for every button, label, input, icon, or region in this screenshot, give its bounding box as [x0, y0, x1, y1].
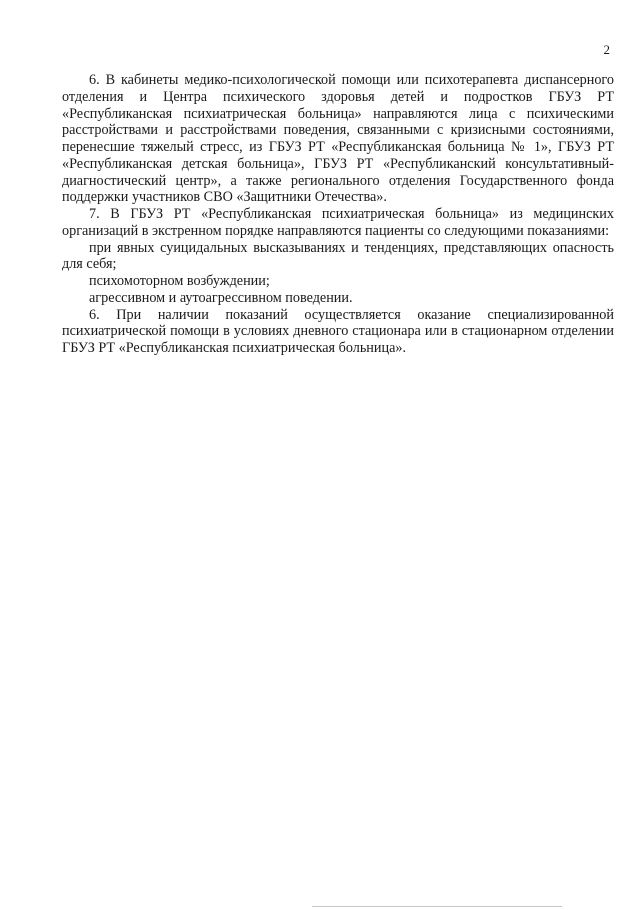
indication-suicidal: при явных суицидальных высказываниях и тенденциях, представляющих опасность для себя; — [62, 239, 614, 273]
indication-psychomotor: психомоторном возбуждении; — [89, 273, 270, 289]
document-body — [62, 72, 614, 357]
paragraph-item-7-emergency: 7. В ГБУЗ РТ «Республиканская психиатрическая больница» из медицинских организаций в экстренном порядке направляются пациенты со следующими показаниями: — [62, 206, 614, 239]
scan-artifact-line — [312, 906, 562, 907]
paragraph-item-6-specialized-care: 6. При наличии показаний осуществляется оказание специализированной психиатрической помощи в условиях дневного стационара или в стационарном отделении ГБУЗ РТ «Республиканская психиатрическая больница». — [62, 306, 614, 356]
paragraph-item-6-referral: 6. В кабинеты медико-психологической помощи или психотерапевта диспансерного отделения и Центра психического здоровья детей и подростков ГБУЗ РТ «Республиканская психиатрическая больница» направляются лица с психическими расстройствами и расстройствами поведения, связанными с кризисными состояниями, перенесшие тяжелый стресс, из ГБУЗ РТ «Республиканская больница № 1», ГБУЗ РТ «Республиканская детская больница», ГБУЗ РТ «Республиканский консультативный-диагностический центр», а также регионального отделения Государственного фонда поддержки участников СВО «Защитники Отечества». — [62, 72, 614, 206]
page-number: 2 — [603, 42, 610, 57]
indication-aggressive: агрессивном и аутоагрессивном поведении. — [89, 289, 353, 306]
